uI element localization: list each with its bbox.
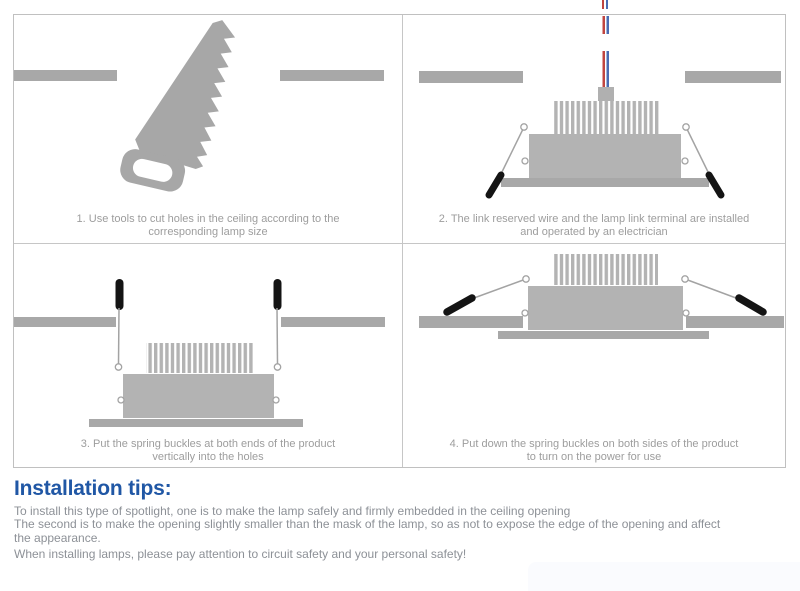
panel-step-3 [14,244,403,467]
ceiling-bar-right [685,71,781,83]
installed-lamp-diagram [403,244,785,467]
tip-line: The second is to make the opening slightly smaller than the mask of the lamp, so as not to expose the edge of the opening and affect [14,517,721,532]
saw-icon [114,15,253,206]
ceiling-bar-left [419,316,523,328]
lamp-body [123,374,274,418]
ceiling-bar-left [14,317,116,327]
heatsink-fins [146,343,253,373]
ceiling-bar-right [280,70,384,81]
caption-line: 4. Put down the spring buckles on both sides of the product [449,438,739,450]
ceiling-bar-left [14,70,117,81]
tip-line: the appearance. [14,530,101,545]
neutral-wire-stub [606,0,609,9]
lamp-body [529,134,681,178]
lamp-trim [501,178,709,187]
insert-buckles-diagram [14,244,403,467]
caption-line: 2. The link reserved wire and the lamp link terminal are installed [438,213,750,225]
wiring-diagram [403,15,785,244]
tip-line: To install this type of spotlight, one is to make the lamp safely and firmly embedded in the ceiling opening [14,504,571,518]
power-wires [603,16,610,87]
spring-buckle-left [115,283,121,370]
caption-line: 3. Put the spring buckles at both ends of the product [80,438,336,450]
spring-buckle-left [447,276,529,316]
panel-step-4 [403,244,785,467]
wire-terminal [598,87,614,101]
caption-line: 1. Use tools to cut holes in the ceiling according to the [76,213,340,225]
spring-buckle-right [682,276,763,316]
background-highlight [528,562,800,591]
caption-step-3 [14,438,402,463]
tips-heading: Installation tips: [14,477,172,500]
caption-line: to turn on the power for use [526,450,662,463]
installation-tips-section [14,476,794,562]
live-wire-stub [602,0,605,9]
cut-hole-diagram [14,15,403,244]
caption-line: vertically into the holes [152,450,264,463]
caption-step-1 [14,213,402,238]
spring-buckle-right [274,283,280,370]
ceiling-bar-left [419,71,523,83]
ceiling-bar-right [686,316,784,328]
tips-body [14,505,794,562]
caption-step-2 [403,213,785,238]
tip-line: When installing lamps, please pay attention to circuit safety and your personal safety! [14,547,467,562]
panel-step-1 [14,15,403,244]
caption-line: and operated by an electrician [520,225,668,238]
heatsink-fins [553,254,658,285]
lamp-body [528,286,683,330]
lamp-trim [89,419,303,427]
heatsink-fins [553,101,659,134]
panel-step-2 [403,15,785,244]
buckle-eyelet [118,397,124,403]
caption-step-4 [403,438,785,463]
caption-line: corresponding lamp size [148,225,268,238]
buckle-eyelet [273,397,279,403]
lamp-trim [498,331,709,339]
instruction-grid [13,14,786,468]
ceiling-bar-right [281,317,385,327]
